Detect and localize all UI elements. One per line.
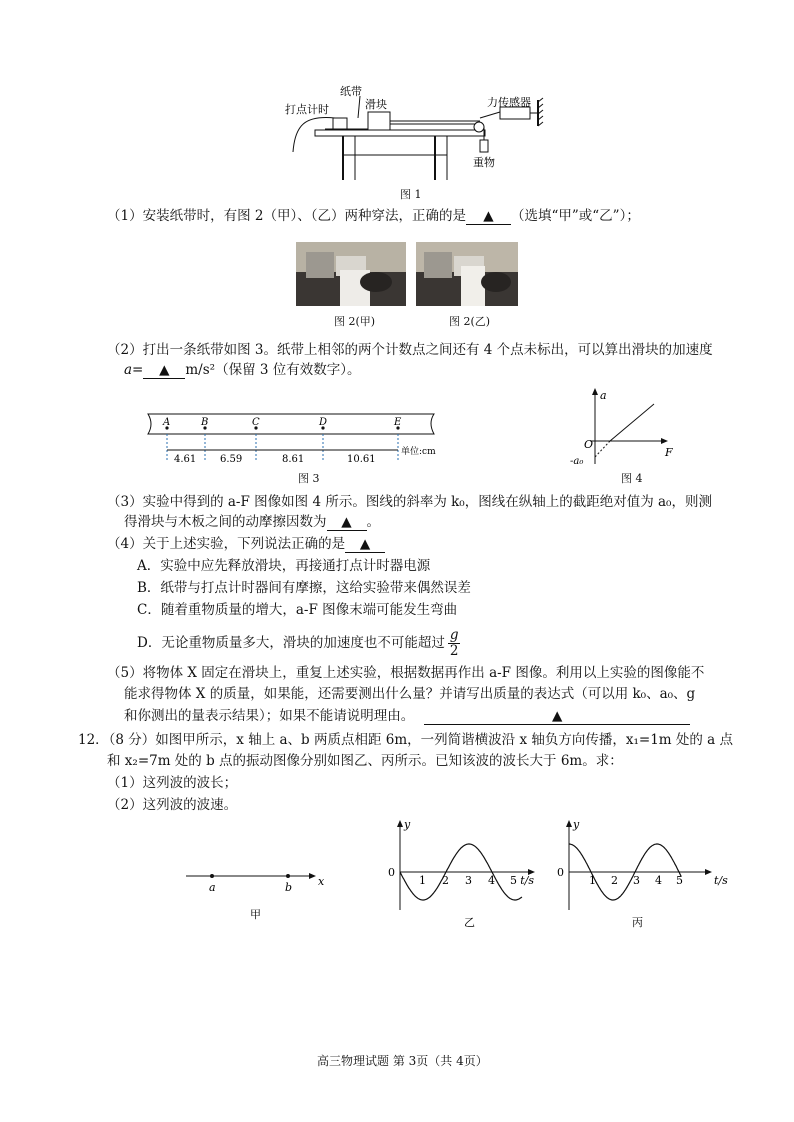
fig2-caption-jia: 图 2(甲) bbox=[334, 315, 376, 328]
q4-option-c: C．随着重物质量的增大，a-F 图像末端可能发生弯曲 bbox=[137, 602, 458, 618]
yi-tick-4: 4 bbox=[488, 874, 495, 887]
photo-jia bbox=[296, 242, 406, 306]
tape-point-D: D bbox=[319, 417, 328, 428]
label-weight: 重物 bbox=[473, 156, 495, 169]
q2-line2 bbox=[124, 361, 361, 379]
tape-dist-4: 10.61 bbox=[347, 454, 376, 465]
yi-tick-2: 2 bbox=[442, 874, 449, 887]
tape-point-B: B bbox=[201, 417, 209, 428]
tape-point-C: C bbox=[252, 417, 260, 428]
bing-tick-5: 5 bbox=[676, 874, 683, 887]
q4-option-d bbox=[137, 628, 460, 659]
photo-yi bbox=[416, 242, 518, 306]
bing-tick-2: 2 bbox=[611, 874, 618, 887]
yi-tick-5: 5 bbox=[510, 874, 517, 887]
fig2-caption-yi: 图 2(乙) bbox=[449, 315, 491, 328]
wave-fig-bing bbox=[552, 816, 732, 932]
wave-fig-yi bbox=[355, 816, 535, 932]
wave-fig-jia bbox=[180, 862, 340, 932]
page-footer: 高三物理试题 第 3页（共 4页） bbox=[317, 1054, 488, 1068]
q3-end: 。 bbox=[366, 514, 380, 530]
q4-option-d-fraction bbox=[448, 628, 461, 659]
q1-text-b: （选填“甲”或“乙”）； bbox=[510, 208, 640, 224]
bing-zero: 0 bbox=[557, 866, 564, 879]
yi-t-label: t/s bbox=[520, 874, 534, 887]
q1-text-a: （1）安装纸带时，有图 2（甲）、（乙）两种穿法，正确的是 bbox=[107, 208, 466, 224]
jia-caption: 甲 bbox=[250, 908, 261, 921]
q12-sub2: （2）这列波的波速。 bbox=[107, 797, 238, 813]
fig1-caption: 图 1 bbox=[400, 188, 422, 201]
aF-origin: O bbox=[584, 438, 594, 451]
tape-figure bbox=[146, 410, 446, 468]
aF-ylabel: a bbox=[600, 389, 607, 402]
point-b-label: b bbox=[285, 881, 293, 894]
tape-point-A: A bbox=[163, 417, 171, 428]
tape-dist-1: 4.61 bbox=[174, 454, 197, 465]
q3-line1: （3）实验中得到的 a-F 图像如图 4 所示。图线的斜率为 k₀，图线在纵轴上的截距绝对值为 a₀，则测 bbox=[107, 494, 712, 510]
yi-zero: 0 bbox=[388, 866, 395, 879]
q4-frac-den: 2 bbox=[449, 643, 459, 659]
jia-x-label: x bbox=[318, 875, 325, 888]
q4-stem-line bbox=[107, 535, 385, 553]
bing-tick-4: 4 bbox=[655, 874, 662, 887]
q2-line1: （2）打出一条纸带如图 3。纸带上相邻的两个计数点之间还有 4 个点未标出，可以算出滑块的加速度 bbox=[107, 342, 713, 358]
q2-blank: ▲ bbox=[143, 363, 185, 379]
tape-unit: 单位:cm bbox=[401, 447, 436, 457]
tape-dist-3: 8.61 bbox=[282, 454, 305, 465]
tape-dist-2: 6.59 bbox=[220, 454, 243, 465]
yi-y-label: y bbox=[404, 818, 411, 831]
q3-text: 得滑块与木板之间的动摩擦因数为 bbox=[124, 514, 327, 530]
q5-blank: ▲ bbox=[424, 709, 690, 725]
fig3-caption: 图 3 bbox=[298, 472, 320, 485]
aF-xlabel: F bbox=[665, 446, 673, 459]
yi-tick-1: 1 bbox=[419, 874, 426, 887]
apparatus-figure bbox=[285, 80, 555, 200]
bing-tick-3: 3 bbox=[633, 874, 640, 887]
q4-option-a: A．实验中应先释放滑块，再接通打点计时器电源 bbox=[137, 558, 431, 574]
label-slider: 滑块 bbox=[365, 98, 387, 111]
q12-line1: 12．（8 分）如图甲所示，x 轴上 a、b 两质点相距 6m，一列简谐横波沿 x 轴负方向传播，x₁=1m 处的 a 点 bbox=[78, 732, 734, 748]
q3-line2 bbox=[124, 513, 380, 531]
aF-graph bbox=[562, 386, 682, 468]
q4-option-b: B．纸带与打点计时器间有摩擦，这给实验带来偶然误差 bbox=[137, 580, 471, 596]
aF-intercept: -a₀ bbox=[570, 456, 584, 467]
q5-line3 bbox=[124, 707, 690, 725]
label-tape: 纸带 bbox=[340, 85, 362, 98]
q2-a-label: a= bbox=[124, 362, 144, 378]
q3-blank: ▲ bbox=[327, 515, 367, 531]
q5-line1: （5）将物体 X 固定在滑块上，重复上述实验，根据数据再作出 a-F 图像。利用以上实验的图像能不 bbox=[107, 665, 705, 681]
q12-line2: 和 x₂=7m 处的 b 点的振动图像分别如图乙、丙所示。已知该波的波长大于 6m。求： bbox=[107, 753, 623, 769]
q5-text: 和你测出的量表示结果）；如果不能请说明理由。 bbox=[124, 708, 415, 724]
bing-caption: 丙 bbox=[632, 916, 643, 929]
q1-line bbox=[107, 207, 640, 225]
label-timer: 打点计时 bbox=[285, 103, 329, 116]
bing-t-label: t/s bbox=[714, 874, 728, 887]
tape-point-E: E bbox=[394, 417, 402, 428]
point-a-label: a bbox=[209, 881, 216, 894]
fig4-caption: 图 4 bbox=[621, 472, 643, 485]
q12-sub1: （1）这列波的波长； bbox=[107, 775, 238, 791]
q4-frac-num: g bbox=[449, 627, 459, 643]
q4-stem: （4）关于上述实验，下列说法正确的是 bbox=[107, 536, 346, 552]
label-sensor: 力传感器 bbox=[487, 96, 531, 109]
q4-blank: ▲ bbox=[345, 537, 385, 553]
q2-unit: m/s² bbox=[185, 362, 216, 378]
bing-tick-1: 1 bbox=[589, 874, 596, 887]
q5-line2: 能求得物体 X 的质量，如果能，还需要测出什么量？并请写出质量的表达式（可以用 k₀、a₀、g bbox=[124, 686, 696, 702]
bing-y-label: y bbox=[573, 818, 580, 831]
yi-tick-3: 3 bbox=[465, 874, 472, 887]
q1-blank: ▲ bbox=[466, 209, 511, 225]
yi-caption: 乙 bbox=[464, 916, 475, 929]
q2-suffix: （保留 3 位有效数字）。 bbox=[215, 362, 361, 378]
q4-option-d-text: D．无论重物质量多大，滑块的加速度也不可能超过 bbox=[137, 635, 445, 651]
